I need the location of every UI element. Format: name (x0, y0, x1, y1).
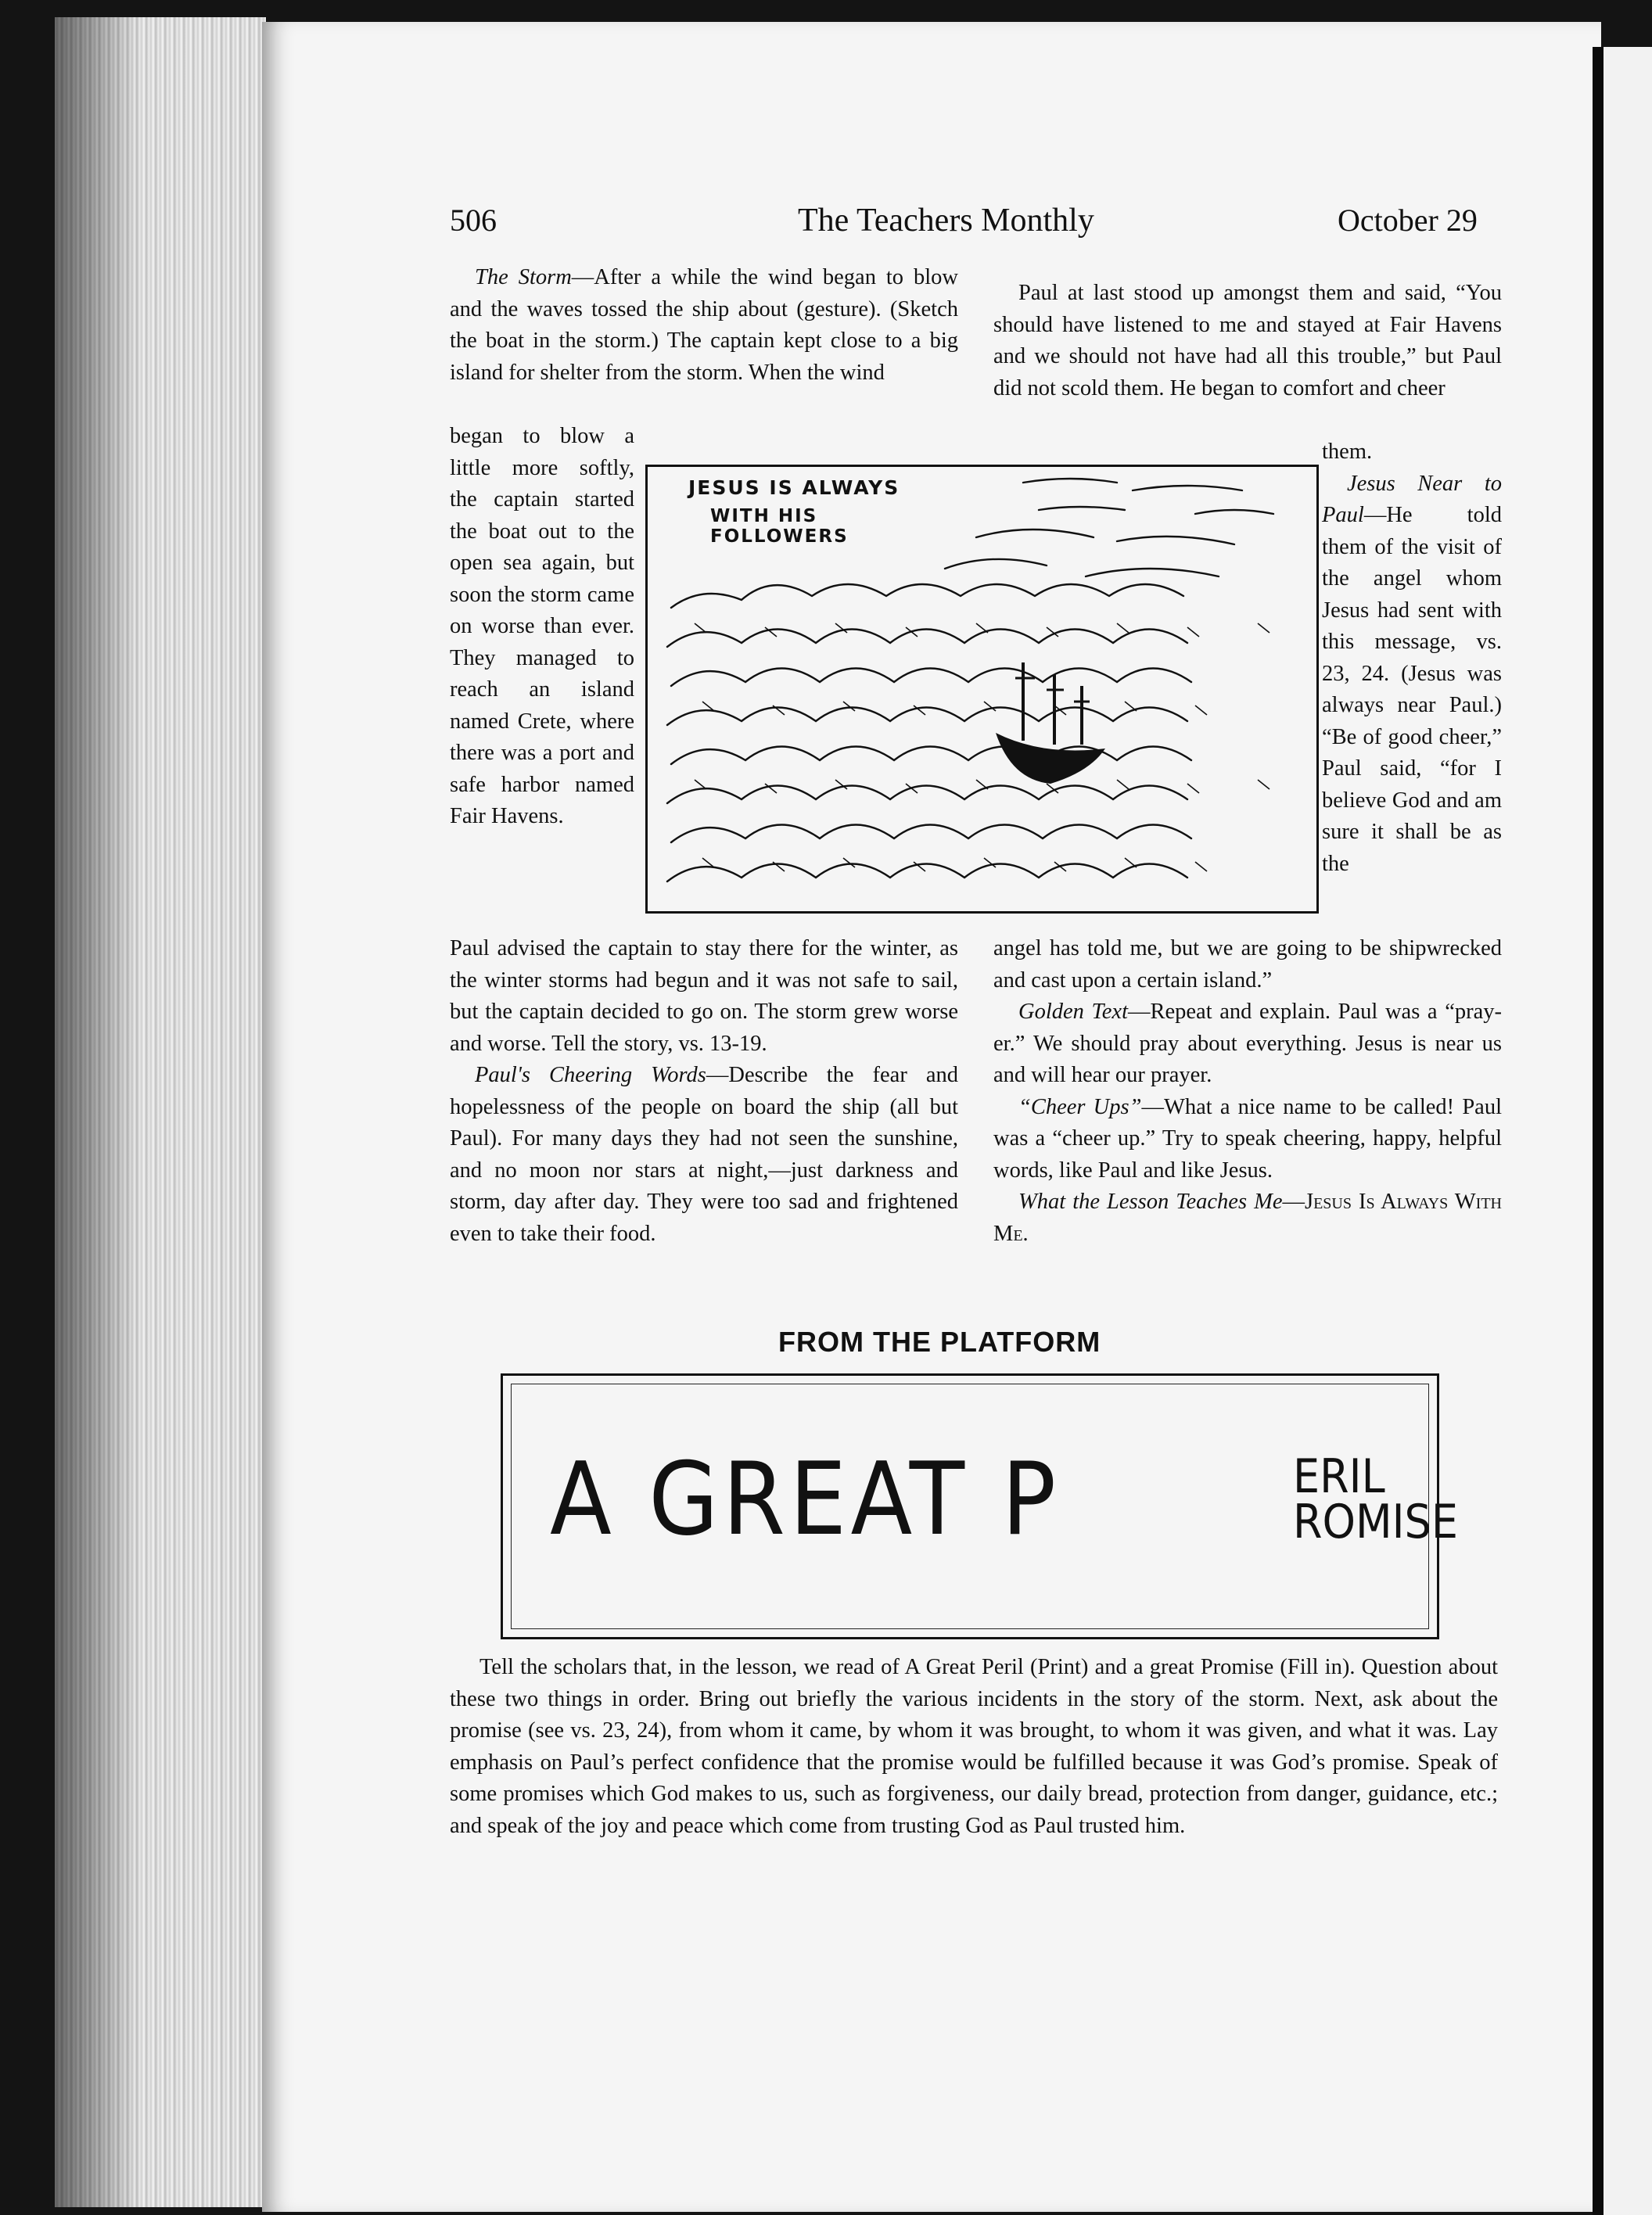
right-paragraph-top (993, 278, 1502, 404)
storm-text-top: —After a while the wind began to blow and the waves tossed the ship about (gesture). (Sketch the boat in the storm.) The captain kept close to a big island for shelter from the storm. When the wind (450, 265, 958, 385)
near-heading: Jesus Near to Paul (1322, 471, 1502, 527)
storm-heading: The Storm (475, 265, 572, 289)
ship-icon (996, 662, 1105, 784)
running-title: The Teachers Monthly (798, 203, 1094, 239)
right-text-top: Paul at last stood up amongst them and said, “You should have listened to me and stayed at Fair Havens and we should not have had all this trouble,” but Paul did not scold them. He began to comfort and cheer (993, 281, 1502, 400)
cheering-text: —Describe the fear and hopelessness of the people on board the ship (all but Paul). For many days they had not seen the sunshine, and no moon nor stars at night,—just darkness and storm, day after day. They were too sad and frightened even to take their food. (450, 1063, 958, 1246)
board-stacked-words (1293, 1449, 1458, 1549)
storm-paragraph-narrow (450, 421, 634, 833)
board-word-peril: ERIL (1293, 1449, 1385, 1504)
lesson-heading: What the Lesson Teaches Me (1018, 1190, 1283, 1214)
board-word-promise: ROMISE (1293, 1495, 1458, 1549)
closing-paragraph (450, 1652, 1498, 1842)
cheer-heading: “Cheer Ups” (1018, 1094, 1142, 1119)
cartoon-caption-line2: WITH HIS FOLLOWERS (710, 506, 849, 547)
storm-paragraph-bottom (450, 933, 958, 1250)
lesson-text: —Jesus Is Always With Me. (993, 1190, 1502, 1246)
storm-text-bottom: Paul advised the captain to stay there for the winter, as the winter storms had begun and it was not safe to sail, but the captain decided to go on. The storm grew worse and worse. Tell the story, vs. 13-19. (450, 936, 958, 1056)
binding-shadow (55, 17, 141, 2207)
storm-text-narrow: began to blow a little more softly, the captain started the boat out to the open sea again, but soon the storm came on worse than ever. They managed to reach an island named Crete, where there was a port and safe harbor named Fair Havens. (450, 424, 634, 828)
cheering-heading: Paul's Cheering Words (475, 1063, 706, 1087)
closing-text: Tell the scholars that, in the lesson, we read of A Great Peril (Print) and a great Promise (Fill in). Question about these two things in order. Bring out briefly the various incidents in the story of the storm. Next, ask about the promise (see vs. 23, 24), from whom it came, by whom it was brought, to whom it was given, and what it was. Lay emphasis on Paul’s perfect confidence that the promise would be fulfilled because it was God’s promise. Speak of some promises which God makes to us, such as forgiveness, our daily bread, protection from danger, guidance, etc.; and speak of the joy and peace which come from trusting God as Paul trusted him. (450, 1655, 1498, 1838)
cheer-text: —What a nice name to be called! Paul was a “cheer up.” Try to speak cheering, happy, helpful words, like Paul and like Jesus. (993, 1094, 1502, 1183)
board-main-text: A GREAT P (550, 1441, 1061, 1558)
blackboard-frame (501, 1373, 1458, 1639)
near-text: —He told them of the visit of the angel whom Jesus had sent with this message, vs. 23, 24. (Jesus was always near Paul.) “Be of good cheer,” Paul said, “for I believe God and am sure it shall be as the (1322, 503, 1502, 876)
golden-heading: Golden Text (1018, 1000, 1128, 1024)
page-date: October 29 (1338, 203, 1478, 238)
section-heading: FROM THE PLATFORM (778, 1326, 1101, 1358)
right-paragraph-narrow (1322, 436, 1502, 880)
right-paragraph-bottom (993, 933, 1502, 1250)
storm-paragraph-top (450, 262, 958, 389)
page-number: 506 (450, 203, 497, 238)
golden-text: —Repeat and explain. Paul was a “pray-er.” We should pray about everything. Jesus is near us and will hear our prayer. (993, 1000, 1502, 1087)
near-text-cont: angel has told me, but we are going to be shipwrecked and cast upon a certain island.” (993, 936, 1502, 993)
storm-cartoon (645, 465, 1319, 914)
cartoon-caption-line1: JESUS IS ALWAYS (688, 476, 900, 499)
facing-page-edge (1604, 47, 1652, 2215)
right-them: them. (1322, 440, 1373, 464)
